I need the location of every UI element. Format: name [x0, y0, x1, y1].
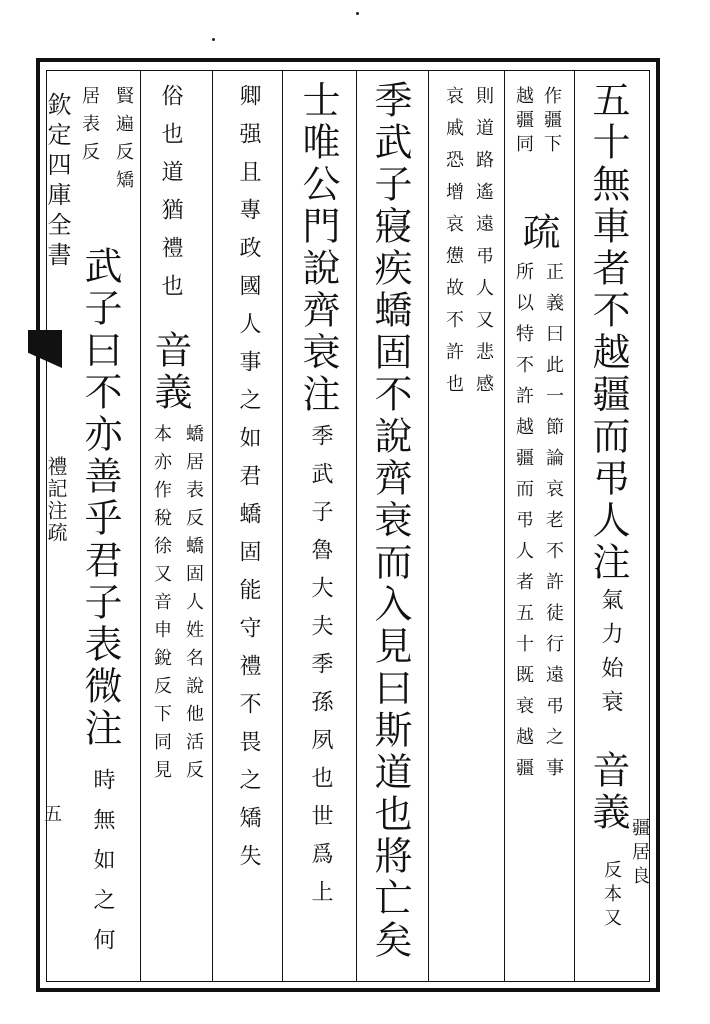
text-column: 五十無車者不越疆而弔人注	[586, 80, 630, 584]
column-rule	[428, 70, 429, 982]
commentary-line: 反本又	[601, 860, 622, 932]
column-rule	[356, 70, 357, 982]
margin-chapter: 禮記注疏	[44, 456, 68, 544]
commentary-text: 俗也道猶禮也	[158, 84, 183, 312]
commentary-line: 越疆同	[513, 86, 534, 158]
column-rule	[574, 70, 575, 982]
commentary-line: 蟜居表反蟜固人姓名說他活反	[183, 424, 204, 788]
commentary-text: 卿强且專政國人事之如君蟜固能守禮不畏之矯失	[236, 84, 261, 882]
speck	[212, 38, 215, 41]
commentary-text: 時無如之何	[90, 768, 115, 968]
margin-page-number: 五	[44, 804, 62, 825]
commentary-line: 則道路遙遠弔人又悲感	[473, 86, 494, 406]
commentary-line: 哀戚恐增哀憊故不許也	[443, 86, 464, 406]
speck	[356, 12, 359, 15]
commentary-text: 氣力始衰	[598, 588, 623, 724]
text-column: 武子曰不亦善乎君子表微注	[78, 246, 122, 750]
commentary-line: 所以特不許越疆而弔人者五十既衰越疆	[513, 262, 534, 789]
text-column: 士唯公門說齊衰注	[296, 80, 340, 416]
text-column: 音義	[586, 750, 630, 834]
text-column: 季武子寢疾蟜固不說齊衰而入見曰斯道也將亡矣	[368, 80, 412, 962]
text-column: 音義	[148, 330, 192, 414]
column-rule	[504, 70, 505, 982]
commentary-line: 作疆下	[541, 86, 562, 158]
commentary-line: 居表反	[79, 86, 100, 170]
commentary-text: 季武子魯大夫季孫夙也世爲上	[308, 424, 333, 918]
commentary-line: 疆居良	[629, 818, 650, 890]
commentary-line: 正義曰此一節論哀老不許徒行遠弔之事	[543, 262, 564, 789]
text-column: 疏	[516, 212, 560, 254]
margin-book-title: 欽定四庫全書	[43, 92, 71, 272]
column-rule	[212, 70, 213, 982]
commentary-line: 賢遍反矯	[113, 86, 134, 198]
column-rule	[282, 70, 283, 982]
commentary-line: 本亦作稅徐又音申銳反下同見	[151, 424, 172, 788]
column-rule	[140, 70, 141, 982]
